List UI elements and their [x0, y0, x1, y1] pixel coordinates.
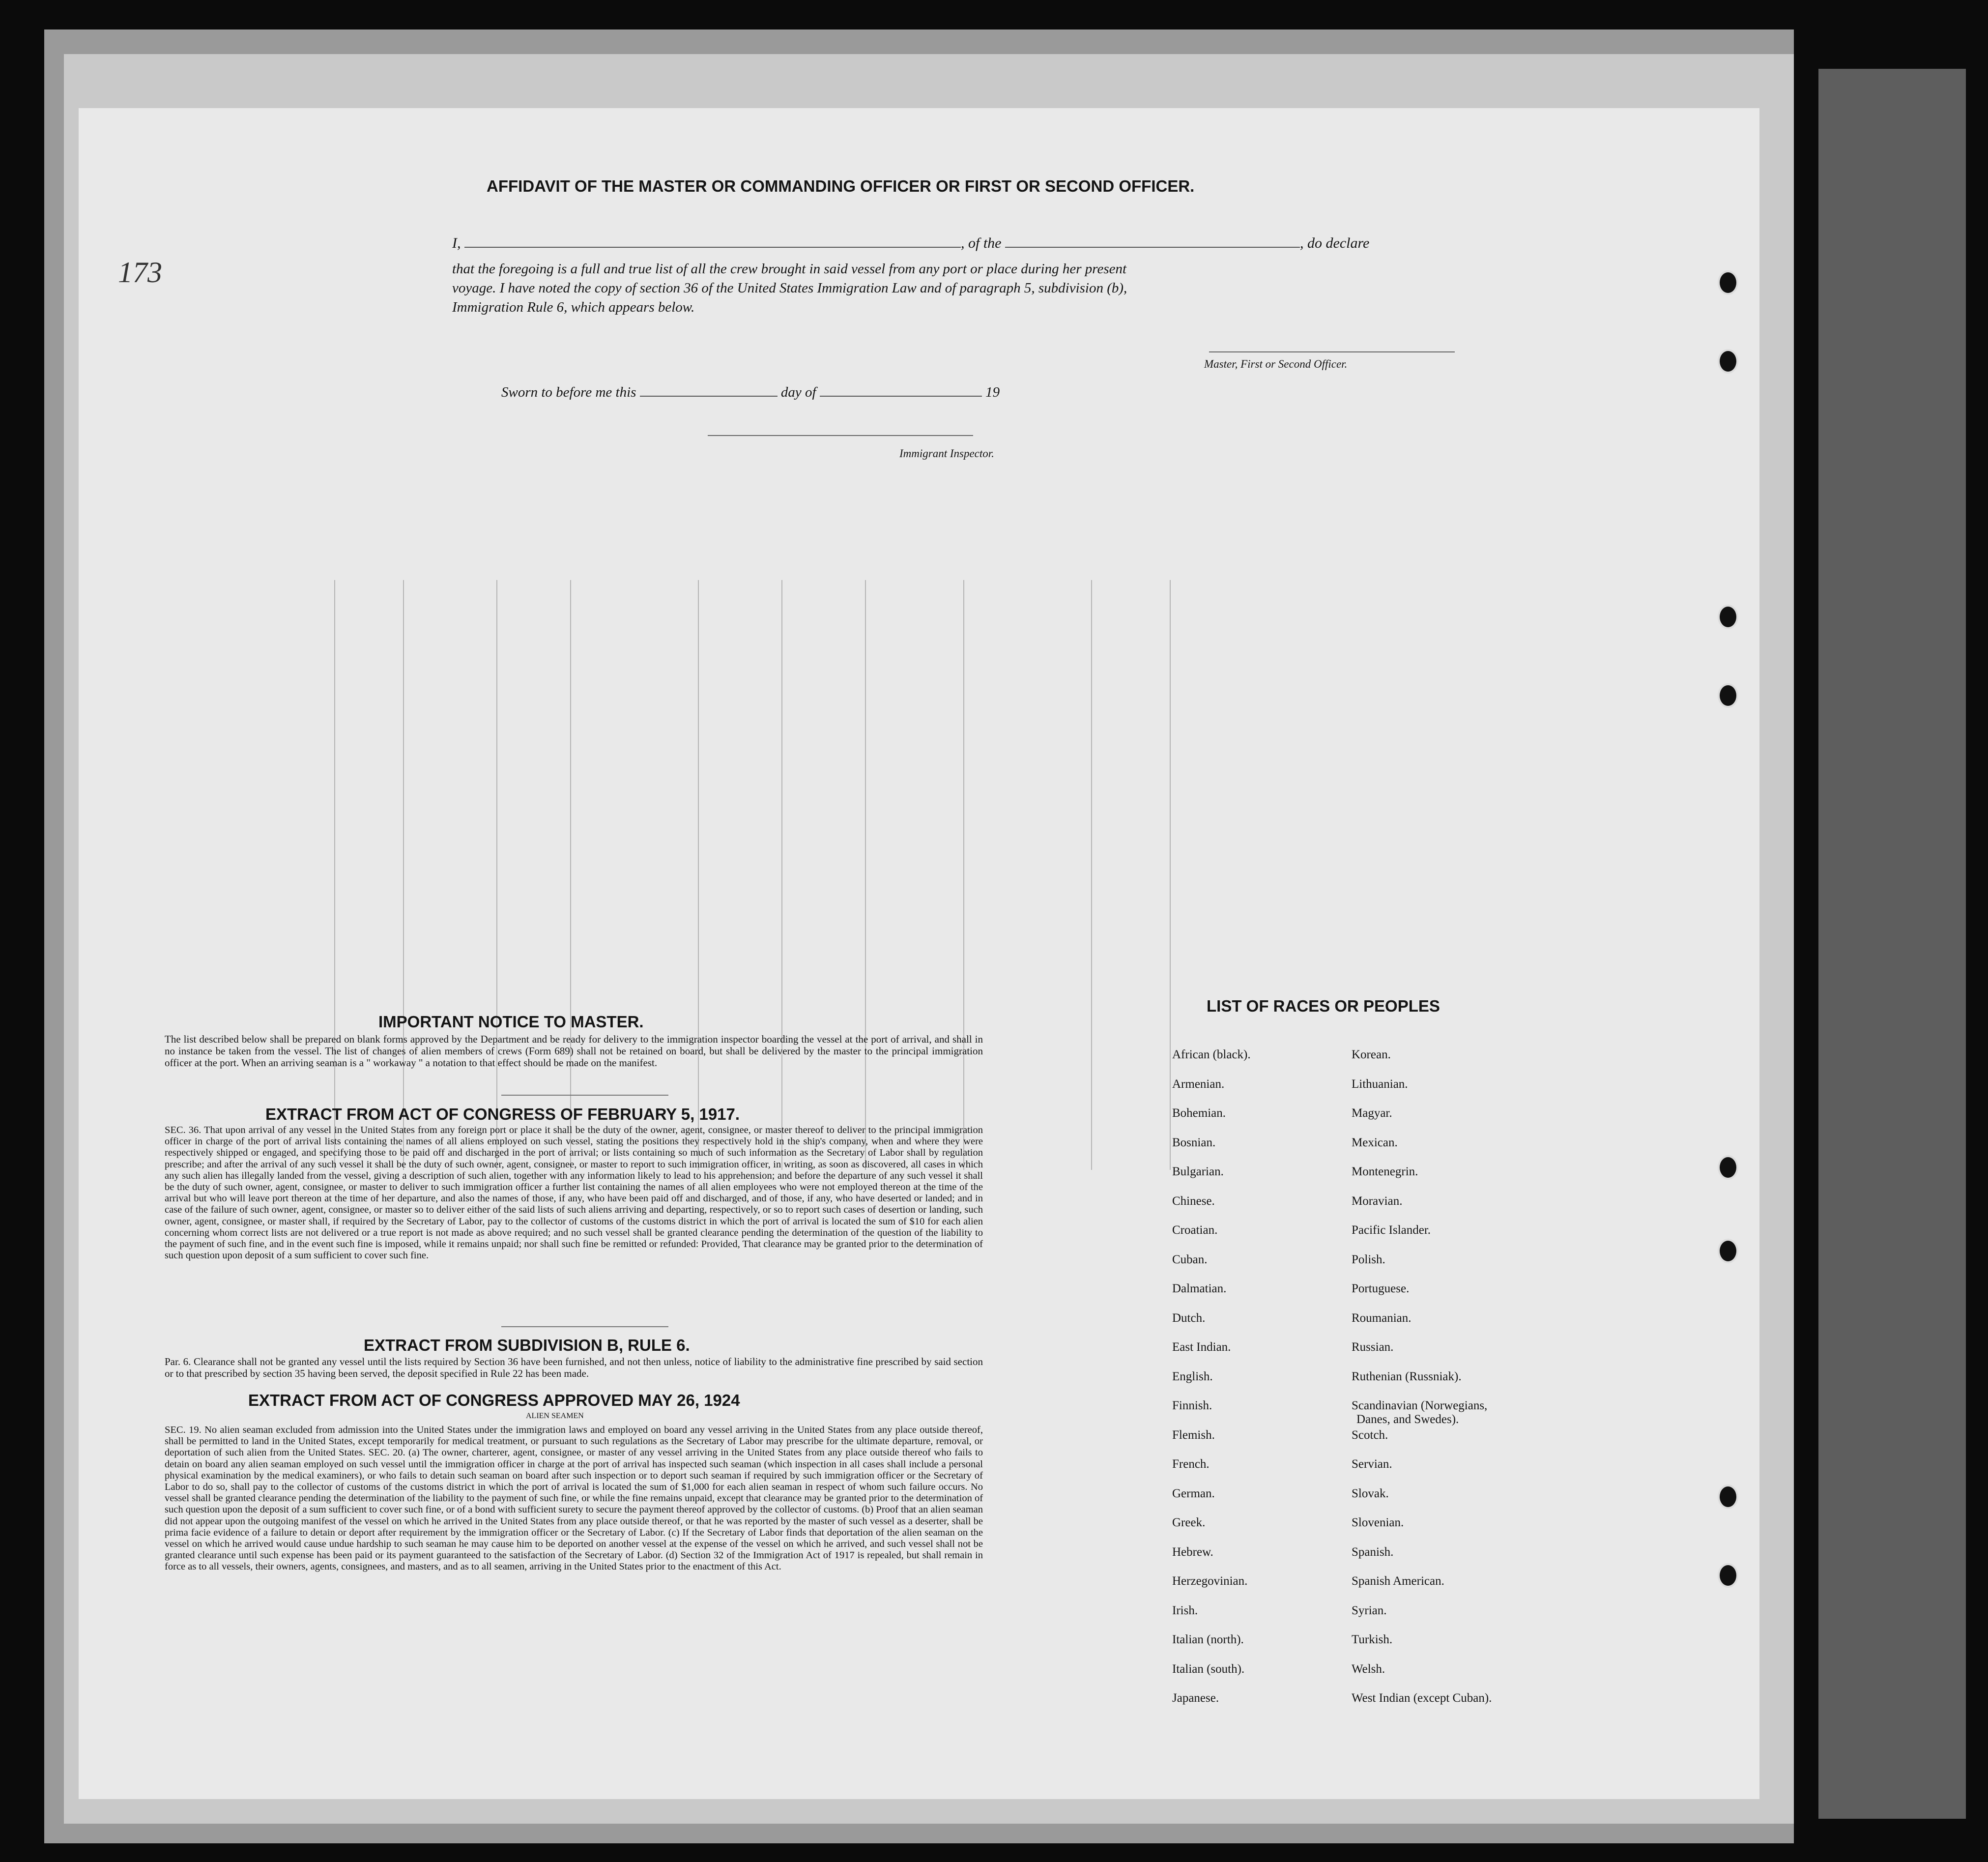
- alien-seamen-subtitle: ALIEN SEAMEN: [526, 1412, 584, 1420]
- signature-line: [1209, 351, 1455, 352]
- race-item: Spanish.: [1352, 1545, 1394, 1559]
- punch-hole: [1718, 1239, 1738, 1263]
- bleed-line: [496, 580, 497, 1170]
- sworn-label: Sworn to before me this: [501, 384, 636, 400]
- race-item: Moravian.: [1352, 1194, 1403, 1208]
- punch-hole: [1718, 1155, 1738, 1180]
- race-item: Cuban.: [1172, 1252, 1208, 1266]
- extract-1917-body: SEC. 36. That upon arrival of any vessel in the United States from any foreign port or place it shall be the duty of the owner, agent, consignee, or master thereof to deliver to the principal immigration officer in charge of the port of arrival lists containing the names of all aliens employed on such vessel, stating the positions they respectively hold in the ship's company, when and where they were respectively shipped or engaged, and specifying those to be paid off and discharged in the port of arrival; or lists containing so much of such information as the Secretary of Labor shall by regulation prescribe; and after the arrival of any such vessel it shall be the duty of such owner, agent, consignee, or master to report to such immigration officer, in writing, as soon as discovered, all cases in which any such alien has illegally landed from the vessel, giving a description of such alien, together with any information likely to lead to his apprehension; and before the departure of any such vessel it shall be the duty of such owner, agent, consignee, or master to deliver to such immigration officer a further list containing the names of all alien employees who were not employed thereon at the time of the arrival but who will leave port thereon at the time of her departure, and also the names of those, if any, who have been paid off and discharged, and of those, if any, who have deserted or landed; and in case of the failure of such owner, agent, consignee, or master so to deliver either of the said lists of such aliens arriving and departing, respectively, or so to report such cases of desertion or landing, such owner, agent, consignee, or master shall, if required by the Secretary of Labor, pay to the collector of customs of the customs district in which the port of arrival is located the sum of $10 for each alien concerning whom correct lists are not delivered or a true report is not made as above required; and no such vessel shall be granted clearance pending the determination of the question of the liability to the payment of such fine, and in the event such fine is imposed, while it remains unpaid; nor shall such fine be remitted or refunded: Provided, That clearance may be granted prior to the determination of such question upon deposit of a sum sufficient to cover such fine.: [165, 1125, 983, 1261]
- race-item: Japanese.: [1172, 1691, 1219, 1705]
- race-item: Lithuanian.: [1352, 1077, 1408, 1091]
- bleed-line: [865, 580, 866, 1170]
- race-item: Polish.: [1352, 1252, 1385, 1266]
- race-item: African (black).: [1172, 1048, 1251, 1061]
- race-item: German.: [1172, 1486, 1215, 1500]
- race-item: Slovak.: [1352, 1486, 1389, 1500]
- extract-1917-title: EXTRACT FROM ACT OF CONGRESS OF FEBRUARY 5, 1917.: [265, 1105, 740, 1123]
- sworn-line: [501, 384, 1000, 401]
- sworn-month-blank: [820, 396, 982, 397]
- declaration-text: [452, 260, 1543, 317]
- race-item: Syrian.: [1352, 1603, 1387, 1617]
- of-the-label: , of the: [961, 235, 1002, 251]
- race-item: Scandinavian (Norwegians,: [1352, 1399, 1488, 1412]
- extract-1924-body: SEC. 19. No alien seaman excluded from admission into the United States under the immigration laws and employed on board any vessel arriving in the United States from any place outside thereof, shall be permitted to land in the United States, except temporarily for medical treatment, or pursuant to such regulations as the Secretary of Labor may prescribe for the ultimate departure, removal, or deportation of such alien from the United States. SEC. 20. (a) The owner, charterer, agent, consignee, or master of any vessel arriving in the United States from any place outside thereof who fails to detain on board any alien seaman employed on such vessel until the immigration officer in charge at the port of arrival has inspected such seaman (which inspection in all cases shall include a personal physical examination by the medical examiners), or who fails to detain such seaman on board after such inspection or to deport such seaman if required by such immigration officer or the Secretary of Labor to do so, shall pay to the collector of customs of the customs district in which the port of arrival is located the sum of $1,000 for each alien seaman in respect of whom such failure occurs. No vessel shall be granted clearance pending the determination of the liability to the payment of such fine, or while the fine remains unpaid, except that clearance may be granted prior to the determination of such question upon the deposit of a sum sufficient to cover such fine, or of a bond with sufficient surety to secure the payment thereof approved by the collector of customs. (b) Proof that an alien seaman did not appear upon the outgoing manifest of the vessel on which he arrived in the United States from any place outside thereof, or that he was reported by the master of such vessel as a deserter, shall be prima facie evidence of a failure to detain or deport after requirement by the immigration officer or the Secretary of Labor. (c) If the Secretary of Labor finds that deportation of the alien seaman on the vessel on which he arrived would cause undue hardship to such seaman he may cause him to be deported on another vessel at the expense of the vessel on which he arrived, and such vessel shall not be granted clearance until such expense has been paid or its payment guaranteed to the satisfaction of the Secretary of Labor. (d) Section 32 of the Immigration Act of 1917 is repealed, but shall remain in force as to all vessels, their owners, agents, consignees, and masters, and as to all seamen, arriving in the United States prior to the enactment of this Act.: [165, 1425, 983, 1572]
- affidavit-title: AFFIDAVIT OF THE MASTER OR COMMANDING OFFICER OR FIRST OR SECOND OFFICER.: [487, 177, 1195, 195]
- race-item: Magyar.: [1352, 1106, 1392, 1120]
- race-item: Portuguese.: [1352, 1282, 1410, 1295]
- race-item: Bulgarian.: [1172, 1165, 1224, 1178]
- sworn-day-blank: [640, 396, 778, 397]
- bleed-line: [334, 580, 335, 1170]
- extract-1924-title: EXTRACT FROM ACT OF CONGRESS APPROVED MAY 26, 1924: [248, 1391, 740, 1409]
- signature-label: Master, First or Second Officer.: [1204, 358, 1348, 370]
- year-label: 19: [985, 384, 1000, 400]
- race-item: Greek.: [1172, 1516, 1206, 1529]
- race-item: East Indian.: [1172, 1340, 1231, 1354]
- inspector-label: Immigrant Inspector.: [899, 447, 994, 460]
- race-item: Ruthenian (Russniak).: [1352, 1369, 1462, 1383]
- rule6-body: Par. 6. Clearance shall not be granted any vessel until the lists required by Section 36 have been furnished, and not then unless, notice of liability to the administrative fine prescribed by said section or to that prescribed by section 35 having been served, the deposit specified in Rule 22 has been made.: [165, 1356, 983, 1379]
- race-item: French.: [1172, 1457, 1210, 1471]
- race-item: Croatian.: [1172, 1223, 1218, 1237]
- section-divider: [501, 1326, 668, 1327]
- bleed-line: [570, 580, 571, 1170]
- race-item: Italian (north).: [1172, 1633, 1244, 1646]
- race-item: Armenian.: [1172, 1077, 1225, 1091]
- vessel-blank: [1005, 247, 1300, 248]
- race-item: Spanish American.: [1352, 1574, 1444, 1588]
- day-of-label: day of: [780, 384, 816, 400]
- section-divider: [501, 1095, 668, 1096]
- document-page: [79, 108, 1759, 1799]
- race-item: Bosnian.: [1172, 1135, 1216, 1149]
- inspector-line: [708, 435, 973, 436]
- binding-strip: [1818, 69, 1966, 1819]
- race-item: Roumanian.: [1352, 1311, 1412, 1325]
- declaration-line-2: voyage. I have noted the copy of section 36 of the United States Immigration Law and of paragraph 5, subdivision (b),: [452, 280, 1127, 296]
- notice-title: IMPORTANT NOTICE TO MASTER.: [378, 1013, 644, 1031]
- race-item: Welsh.: [1352, 1662, 1385, 1676]
- punch-hole: [1718, 683, 1738, 708]
- race-item: Pacific Islander.: [1352, 1223, 1431, 1237]
- race-item: West Indian (except Cuban).: [1352, 1691, 1492, 1705]
- punch-hole: [1718, 349, 1738, 374]
- punch-hole: [1718, 270, 1738, 295]
- bleed-line: [1091, 580, 1092, 1170]
- bleed-line: [1170, 580, 1171, 1170]
- declaration-line: [452, 235, 1484, 252]
- race-item: Dalmatian.: [1172, 1282, 1227, 1295]
- race-item: Italian (south).: [1172, 1662, 1245, 1676]
- punch-hole: [1718, 1563, 1738, 1588]
- race-item: Danes, and Swedes).: [1356, 1413, 1459, 1426]
- declaration-line-1: that the foregoing is a full and true list of all the crew brought in said vessel from any port or place during her present: [452, 261, 1127, 277]
- race-item: English.: [1172, 1369, 1213, 1383]
- name-blank: [464, 247, 961, 248]
- punch-hole: [1718, 605, 1738, 629]
- race-item: Scotch.: [1352, 1428, 1388, 1442]
- race-item: Turkish.: [1352, 1633, 1393, 1646]
- race-item: Hebrew.: [1172, 1545, 1213, 1559]
- bleed-line: [781, 580, 782, 1170]
- do-declare-label: , do declare: [1300, 235, 1370, 251]
- race-item: Irish.: [1172, 1603, 1198, 1617]
- race-item: Dutch.: [1172, 1311, 1206, 1325]
- race-item: Flemish.: [1172, 1428, 1215, 1442]
- rule6-title: EXTRACT FROM SUBDIVISION B, RULE 6.: [364, 1336, 690, 1354]
- race-item: Chinese.: [1172, 1194, 1215, 1208]
- race-item: Korean.: [1352, 1048, 1391, 1061]
- race-item: Herzegovinian.: [1172, 1574, 1248, 1588]
- bleed-line: [698, 580, 699, 1170]
- race-item: Finnish.: [1172, 1399, 1212, 1412]
- race-item: Russian.: [1352, 1340, 1394, 1354]
- punch-hole: [1718, 1484, 1738, 1509]
- race-item: Mexican.: [1352, 1135, 1398, 1149]
- races-title: LIST OF RACES OR PEOPLES: [1207, 997, 1440, 1015]
- race-item: Slovenian.: [1352, 1516, 1404, 1529]
- notice-body: The list described below shall be prepared on blank forms approved by the Department and be ready for delivery to the immigration inspector boarding the vessel at the port of arrival, and shall in no instance be taken from the vessel. The list of changes of alien members of crews (Form 689) shall not be retained on board, but shall be delivered by the master to the principal immigration officer at the port. When an arriving seaman is a " workaway " a notation to that effect should be made on the manifest.: [165, 1033, 983, 1069]
- race-item: Montenegrin.: [1352, 1165, 1418, 1178]
- margin-number: 173: [118, 256, 162, 289]
- race-item: Bohemian.: [1172, 1106, 1226, 1120]
- bleed-line: [403, 580, 404, 1170]
- race-item: Servian.: [1352, 1457, 1392, 1471]
- i-label: I,: [452, 235, 461, 251]
- bleed-line: [963, 580, 964, 1170]
- declaration-line-3: Immigration Rule 6, which appears below.: [452, 299, 695, 315]
